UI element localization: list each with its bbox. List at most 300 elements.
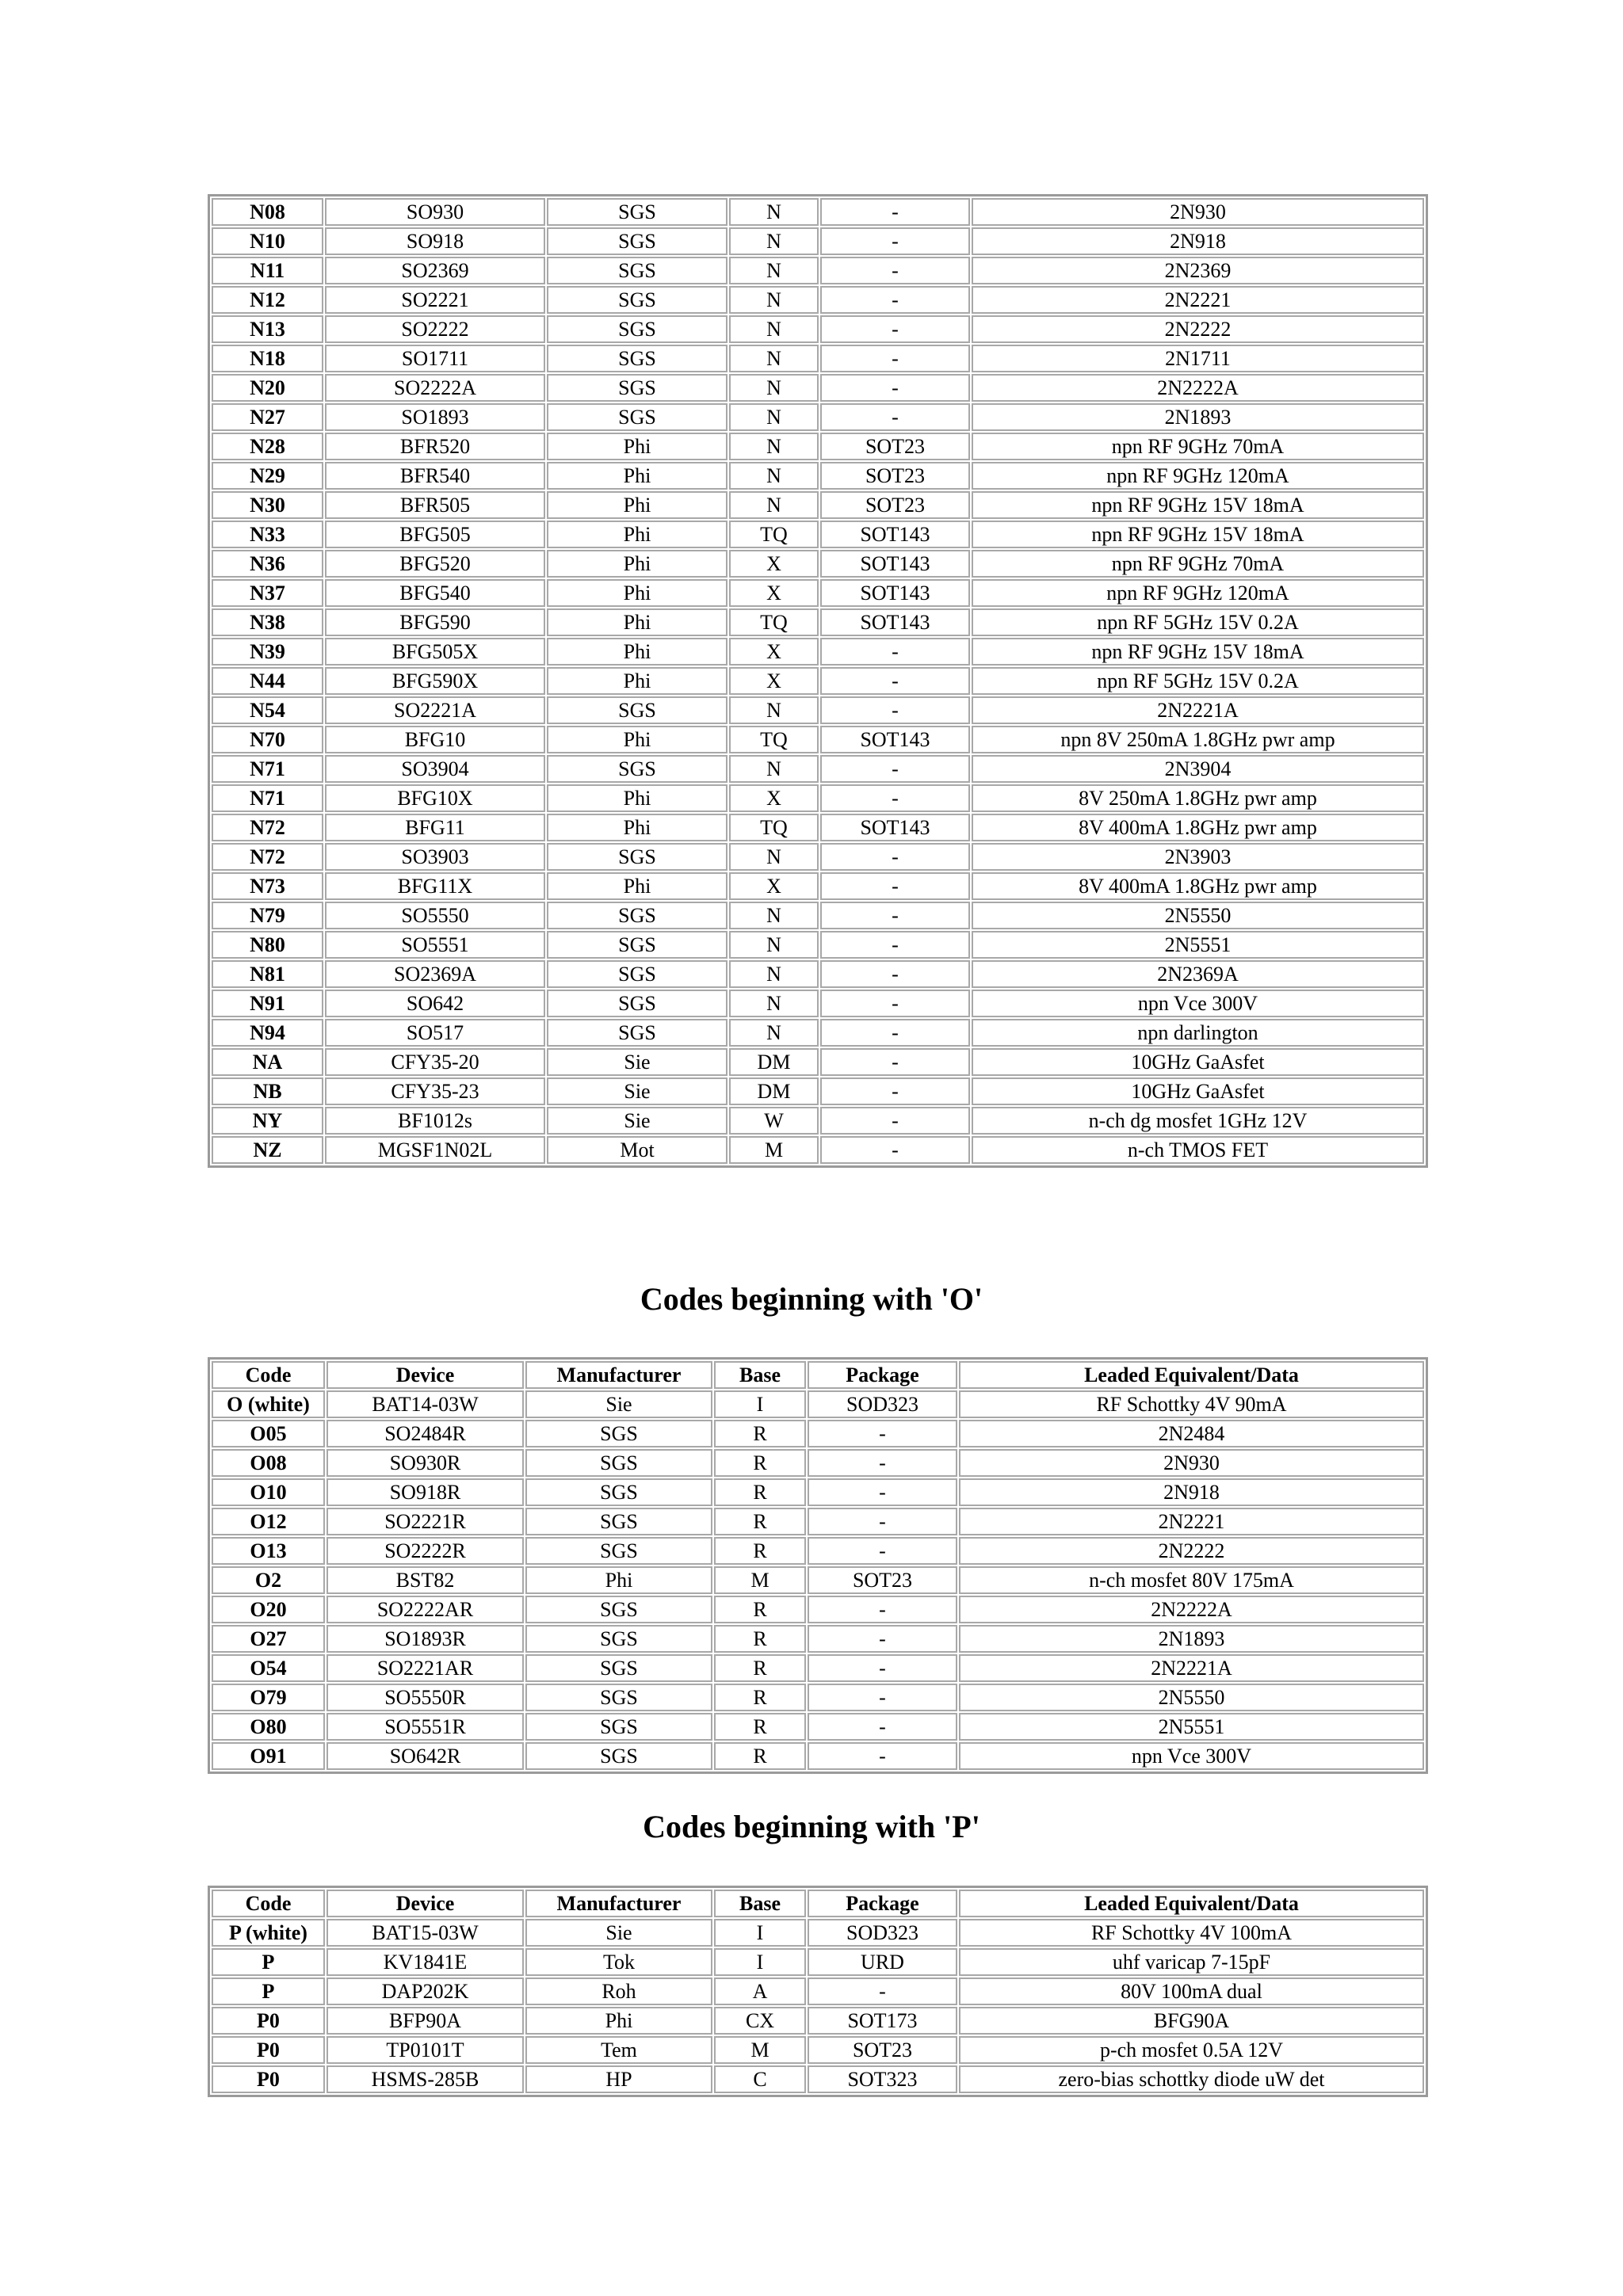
cell-package: - <box>820 1077 970 1105</box>
cell-code: N36 <box>212 550 323 578</box>
cell-device: SO2369A <box>325 960 545 988</box>
cell-leaded-equivalent: 2N2222 <box>972 315 1424 343</box>
cell-leaded-equivalent: npn RF 5GHz 15V 0.2A <box>972 608 1424 636</box>
table-row <box>212 550 1424 578</box>
cell-base: X <box>729 667 819 695</box>
cell-manufacturer: SGS <box>525 1742 712 1770</box>
cell-manufacturer: SGS <box>547 345 727 372</box>
column-header-code: Code <box>212 1890 325 1917</box>
column-header-base: Base <box>714 1890 806 1917</box>
cell-package: - <box>808 1596 957 1623</box>
cell-package: - <box>820 403 970 431</box>
cell-code: O79 <box>212 1684 325 1711</box>
cell-device: SO2222 <box>325 315 545 343</box>
cell-code: P0 <box>212 2036 325 2064</box>
cell-device: SO918 <box>325 227 545 255</box>
cell-device: BFP90A <box>327 2007 524 2035</box>
cell-device: BFG590 <box>325 608 545 636</box>
cell-base: N <box>729 198 819 226</box>
cell-manufacturer: Mot <box>547 1136 727 1164</box>
table-row <box>212 990 1424 1017</box>
cell-manufacturer: Phi <box>525 2007 712 2035</box>
cell-base: I <box>714 1919 806 1947</box>
cell-code: N12 <box>212 286 323 314</box>
cell-package: - <box>820 315 970 343</box>
cell-leaded-equivalent: zero-bias schottky diode uW det <box>959 2065 1424 2093</box>
cell-leaded-equivalent: npn RF 9GHz 70mA <box>972 550 1424 578</box>
table-row <box>212 638 1424 666</box>
cell-manufacturer: Tem <box>525 2036 712 2064</box>
cell-code: O27 <box>212 1625 325 1653</box>
table-row <box>212 1107 1424 1135</box>
cell-device: SO3904 <box>325 755 545 783</box>
cell-base: M <box>714 1566 806 1594</box>
cell-leaded-equivalent: RF Schottky 4V 90mA <box>959 1390 1424 1418</box>
cell-base: N <box>729 696 819 724</box>
cell-device: SO2484R <box>327 1420 524 1447</box>
table-row <box>212 2007 1424 2035</box>
cell-package: - <box>820 990 970 1017</box>
cell-base: DM <box>729 1048 819 1076</box>
cell-device: SO2222A <box>325 374 545 402</box>
cell-leaded-equivalent: 2N918 <box>959 1478 1424 1506</box>
cell-base: R <box>714 1449 806 1477</box>
table-row <box>212 521 1424 548</box>
cell-code: N72 <box>212 814 323 841</box>
cell-code: N80 <box>212 931 323 959</box>
cell-manufacturer: SGS <box>547 227 727 255</box>
cell-code: N91 <box>212 990 323 1017</box>
cell-leaded-equivalent: npn darlington <box>972 1019 1424 1047</box>
cell-base: N <box>729 990 819 1017</box>
cell-package: - <box>820 257 970 284</box>
cell-package: - <box>820 374 970 402</box>
cell-manufacturer: Sie <box>547 1077 727 1105</box>
cell-device: SO3903 <box>325 843 545 871</box>
cell-package: - <box>808 1537 957 1565</box>
cell-device: BFG520 <box>325 550 545 578</box>
cell-leaded-equivalent: 2N1893 <box>959 1625 1424 1653</box>
cell-code: NA <box>212 1048 323 1076</box>
cell-leaded-equivalent: npn Vce 300V <box>959 1742 1424 1770</box>
cell-package: - <box>820 227 970 255</box>
cell-manufacturer: Phi <box>547 462 727 490</box>
cell-manufacturer: SGS <box>525 1625 712 1653</box>
cell-manufacturer: SGS <box>547 843 727 871</box>
cell-code: N81 <box>212 960 323 988</box>
cell-base: X <box>729 784 819 812</box>
cell-package: SOT23 <box>820 433 970 460</box>
cell-code: O20 <box>212 1596 325 1623</box>
cell-device: SO5551R <box>327 1713 524 1741</box>
cell-package: - <box>820 345 970 372</box>
cell-manufacturer: SGS <box>525 1654 712 1682</box>
cell-device: BFG10X <box>325 784 545 812</box>
cell-code: P (white) <box>212 1919 325 1947</box>
cell-base: R <box>714 1478 806 1506</box>
table-row <box>212 726 1424 753</box>
cell-manufacturer: Phi <box>525 1566 712 1594</box>
cell-base: TQ <box>729 726 819 753</box>
cell-device: SO642 <box>325 990 545 1017</box>
cell-manufacturer: SGS <box>547 286 727 314</box>
cell-base: N <box>729 960 819 988</box>
table-row <box>212 1742 1424 1770</box>
table-row <box>212 931 1424 959</box>
cell-leaded-equivalent: npn RF 9GHz 120mA <box>972 579 1424 607</box>
cell-device: SO5550 <box>325 902 545 929</box>
cell-device: BFR520 <box>325 433 545 460</box>
cell-base: M <box>729 1136 819 1164</box>
cell-leaded-equivalent: 2N2222 <box>959 1537 1424 1565</box>
cell-code: N10 <box>212 227 323 255</box>
cell-package: - <box>820 960 970 988</box>
cell-code: N39 <box>212 638 323 666</box>
cell-base: N <box>729 374 819 402</box>
cell-device: SO2222AR <box>327 1596 524 1623</box>
cell-package: - <box>820 843 970 871</box>
cell-code: P <box>212 1948 325 1976</box>
column-header-code: Code <box>212 1361 325 1389</box>
table-row <box>212 1048 1424 1076</box>
cell-device: BF1012s <box>325 1107 545 1135</box>
cell-leaded-equivalent: npn RF 9GHz 15V 18mA <box>972 521 1424 548</box>
cell-code: N27 <box>212 403 323 431</box>
cell-leaded-equivalent: npn RF 9GHz 70mA <box>972 433 1424 460</box>
table-row <box>212 198 1424 226</box>
cell-code: O13 <box>212 1537 325 1565</box>
cell-manufacturer: Phi <box>547 608 727 636</box>
cell-device: BFG540 <box>325 579 545 607</box>
table-row <box>212 1978 1424 2005</box>
cell-leaded-equivalent: n-ch mosfet 80V 175mA <box>959 1566 1424 1594</box>
cell-base: R <box>714 1713 806 1741</box>
table-row <box>212 345 1424 372</box>
cell-package: SOT23 <box>808 1566 957 1594</box>
cell-package: - <box>820 872 970 900</box>
cell-code: N29 <box>212 462 323 490</box>
cell-leaded-equivalent: 2N3903 <box>972 843 1424 871</box>
table-body <box>212 198 1424 1164</box>
cell-manufacturer: SGS <box>547 931 727 959</box>
cell-base: I <box>714 1390 806 1418</box>
cell-leaded-equivalent: 8V 400mA 1.8GHz pwr amp <box>972 814 1424 841</box>
cell-manufacturer: SGS <box>547 696 727 724</box>
table-row <box>212 315 1424 343</box>
cell-package: SOT23 <box>820 491 970 519</box>
column-header-device: Device <box>327 1890 524 1917</box>
cell-device: BFG505X <box>325 638 545 666</box>
header-row <box>212 1890 1424 1917</box>
cell-package: - <box>820 667 970 695</box>
cell-leaded-equivalent: 2N2369A <box>972 960 1424 988</box>
cell-base: R <box>714 1508 806 1535</box>
cell-code: N72 <box>212 843 323 871</box>
cell-base: DM <box>729 1077 819 1105</box>
cell-base: X <box>729 872 819 900</box>
table-row <box>212 1478 1424 1506</box>
cell-base: N <box>729 433 819 460</box>
cell-manufacturer: Phi <box>547 814 727 841</box>
cell-base: N <box>729 257 819 284</box>
table-row <box>212 1654 1424 1682</box>
cell-code: N37 <box>212 579 323 607</box>
header-row <box>212 1361 1424 1389</box>
cell-leaded-equivalent: 2N5551 <box>959 1713 1424 1741</box>
cell-base: N <box>729 902 819 929</box>
cell-base: X <box>729 579 819 607</box>
cell-package: SOT323 <box>808 2065 957 2093</box>
cell-leaded-equivalent: 2N2369 <box>972 257 1424 284</box>
cell-package: SOT23 <box>820 462 970 490</box>
cell-code: N20 <box>212 374 323 402</box>
cell-package: - <box>808 1713 957 1741</box>
cell-device: BAT14-03W <box>327 1390 524 1418</box>
cell-package: - <box>808 1508 957 1535</box>
column-header-device: Device <box>327 1361 524 1389</box>
table-row <box>212 872 1424 900</box>
cell-code: O54 <box>212 1654 325 1682</box>
cell-manufacturer: Tok <box>525 1948 712 1976</box>
cell-code: N44 <box>212 667 323 695</box>
table-row <box>212 1537 1424 1565</box>
cell-device: SO2221 <box>325 286 545 314</box>
cell-package: - <box>808 1420 957 1447</box>
cell-device: BAT15-03W <box>327 1919 524 1947</box>
cell-package: - <box>820 1019 970 1047</box>
cell-base: X <box>729 638 819 666</box>
cell-manufacturer: SGS <box>525 1713 712 1741</box>
cell-base: N <box>729 227 819 255</box>
cell-base: X <box>729 550 819 578</box>
cell-base: N <box>729 315 819 343</box>
table-row <box>212 462 1424 490</box>
cell-base: N <box>729 843 819 871</box>
cell-code: NB <box>212 1077 323 1105</box>
cell-base: TQ <box>729 521 819 548</box>
table-row <box>212 1449 1424 1477</box>
cell-leaded-equivalent: 2N5550 <box>972 902 1424 929</box>
cell-base: N <box>729 755 819 783</box>
cell-base: I <box>714 1948 806 1976</box>
cell-package: SOT143 <box>820 726 970 753</box>
cell-base: N <box>729 491 819 519</box>
table-row <box>212 814 1424 841</box>
cell-package: - <box>820 931 970 959</box>
cell-leaded-equivalent: 8V 250mA 1.8GHz pwr amp <box>972 784 1424 812</box>
cell-leaded-equivalent: uhf varicap 7-15pF <box>959 1948 1424 1976</box>
cell-leaded-equivalent: 2N2222A <box>959 1596 1424 1623</box>
cell-code: N71 <box>212 755 323 783</box>
cell-base: N <box>729 286 819 314</box>
cell-base: TQ <box>729 608 819 636</box>
cell-package: - <box>820 638 970 666</box>
cell-code: N13 <box>212 315 323 343</box>
table-row <box>212 491 1424 519</box>
table-row <box>212 2036 1424 2064</box>
cell-base: R <box>714 1420 806 1447</box>
section-title-p: Codes beginning with 'P' <box>643 1809 980 1844</box>
cell-device: BFR540 <box>325 462 545 490</box>
table-row <box>212 960 1424 988</box>
cell-leaded-equivalent: 2N2221 <box>959 1508 1424 1535</box>
cell-package: SOT143 <box>820 814 970 841</box>
cell-device: BFR505 <box>325 491 545 519</box>
table-row <box>212 1948 1424 1976</box>
table-row <box>212 1713 1424 1741</box>
cell-manufacturer: Phi <box>547 550 727 578</box>
cell-package: SOT23 <box>808 2036 957 2064</box>
cell-leaded-equivalent: 2N1893 <box>972 403 1424 431</box>
cell-device: BFG590X <box>325 667 545 695</box>
cell-device: KV1841E <box>327 1948 524 1976</box>
cell-manufacturer: Phi <box>547 579 727 607</box>
cell-manufacturer: SGS <box>525 1449 712 1477</box>
cell-code: N11 <box>212 257 323 284</box>
table-row <box>212 1596 1424 1623</box>
table-row <box>212 403 1424 431</box>
cell-manufacturer: SGS <box>525 1420 712 1447</box>
table-row <box>212 2065 1424 2093</box>
cell-leaded-equivalent: n-ch dg mosfet 1GHz 12V <box>972 1107 1424 1135</box>
cell-package: SOT173 <box>808 2007 957 2035</box>
cell-leaded-equivalent: 10GHz GaAsfet <box>972 1077 1424 1105</box>
cell-device: SO2221A <box>325 696 545 724</box>
cell-base: C <box>714 2065 806 2093</box>
table-row <box>212 433 1424 460</box>
cell-manufacturer: Sie <box>525 1390 712 1418</box>
cell-code: N33 <box>212 521 323 548</box>
cell-device: MGSF1N02L <box>325 1136 545 1164</box>
cell-code: N70 <box>212 726 323 753</box>
table-row <box>212 579 1424 607</box>
cell-device: SO2369 <box>325 257 545 284</box>
cell-device: SO5550R <box>327 1684 524 1711</box>
cell-code: P <box>212 1978 325 2005</box>
cell-manufacturer: SGS <box>547 990 727 1017</box>
cell-base: R <box>714 1537 806 1565</box>
table-row <box>212 784 1424 812</box>
cell-manufacturer: SGS <box>525 1684 712 1711</box>
cell-base: R <box>714 1625 806 1653</box>
codes-table-o <box>208 1357 1428 1774</box>
table-row <box>212 902 1424 929</box>
cell-manufacturer: Phi <box>547 491 727 519</box>
cell-leaded-equivalent: 2N2221 <box>972 286 1424 314</box>
cell-package: - <box>820 784 970 812</box>
cell-device: SO2222R <box>327 1537 524 1565</box>
cell-code: P0 <box>212 2007 325 2035</box>
cell-code: N54 <box>212 696 323 724</box>
cell-package: - <box>820 286 970 314</box>
cell-code: O08 <box>212 1449 325 1477</box>
table-row <box>212 1625 1424 1653</box>
cell-device: SO1893R <box>327 1625 524 1653</box>
cell-leaded-equivalent: 2N930 <box>959 1449 1424 1477</box>
cell-package: SOT143 <box>820 579 970 607</box>
cell-package: SOD323 <box>808 1919 957 1947</box>
cell-package: - <box>820 1107 970 1135</box>
cell-base: N <box>729 403 819 431</box>
cell-code: O05 <box>212 1420 325 1447</box>
cell-leaded-equivalent: 80V 100mA dual <box>959 1978 1424 2005</box>
cell-device: SO1893 <box>325 403 545 431</box>
cell-device: CFY35-20 <box>325 1048 545 1076</box>
cell-code: O12 <box>212 1508 325 1535</box>
cell-leaded-equivalent: BFG90A <box>959 2007 1424 2035</box>
cell-leaded-equivalent: npn Vce 300V <box>972 990 1424 1017</box>
table-row <box>212 257 1424 284</box>
cell-leaded-equivalent: npn RF 9GHz 15V 18mA <box>972 638 1424 666</box>
cell-manufacturer: SGS <box>525 1478 712 1506</box>
cell-code: N08 <box>212 198 323 226</box>
cell-package: - <box>808 1478 957 1506</box>
cell-base: N <box>729 462 819 490</box>
table-row <box>212 1566 1424 1594</box>
cell-code: NY <box>212 1107 323 1135</box>
cell-code: O80 <box>212 1713 325 1741</box>
cell-manufacturer: HP <box>525 2065 712 2093</box>
cell-code: O2 <box>212 1566 325 1594</box>
cell-leaded-equivalent: npn 8V 250mA 1.8GHz pwr amp <box>972 726 1424 753</box>
cell-leaded-equivalent: 2N918 <box>972 227 1424 255</box>
cell-manufacturer: SGS <box>547 257 727 284</box>
cell-device: SO930 <box>325 198 545 226</box>
cell-code: O10 <box>212 1478 325 1506</box>
cell-base: N <box>729 931 819 959</box>
cell-base: N <box>729 1019 819 1047</box>
cell-leaded-equivalent: 2N3904 <box>972 755 1424 783</box>
column-header-package: Package <box>808 1890 957 1917</box>
cell-base: R <box>714 1742 806 1770</box>
cell-leaded-equivalent: npn RF 9GHz 15V 18mA <box>972 491 1424 519</box>
cell-leaded-equivalent: n-ch TMOS FET <box>972 1136 1424 1164</box>
table-row <box>212 286 1424 314</box>
table-row <box>212 667 1424 695</box>
cell-manufacturer: Roh <box>525 1978 712 2005</box>
cell-leaded-equivalent: npn RF 9GHz 120mA <box>972 462 1424 490</box>
cell-manufacturer: SGS <box>547 960 727 988</box>
table-row <box>212 374 1424 402</box>
table-row <box>212 1019 1424 1047</box>
codes-table-n <box>208 194 1428 1168</box>
column-header-leaded-equivalent: Leaded Equivalent/Data <box>959 1361 1424 1389</box>
cell-manufacturer: Phi <box>547 521 727 548</box>
cell-manufacturer: SGS <box>547 403 727 431</box>
cell-code: N71 <box>212 784 323 812</box>
cell-device: BFG505 <box>325 521 545 548</box>
table-row <box>212 755 1424 783</box>
cell-code: N79 <box>212 902 323 929</box>
cell-package: - <box>808 1654 957 1682</box>
table-body <box>212 1919 1424 2093</box>
cell-base: R <box>714 1596 806 1623</box>
cell-device: SO2221R <box>327 1508 524 1535</box>
cell-device: BFG10 <box>325 726 545 753</box>
cell-package: - <box>820 1048 970 1076</box>
table-row <box>212 696 1424 724</box>
cell-device: TP0101T <box>327 2036 524 2064</box>
cell-device: SO5551 <box>325 931 545 959</box>
table-row <box>212 608 1424 636</box>
table-row <box>212 1077 1424 1105</box>
cell-base: R <box>714 1684 806 1711</box>
cell-package: - <box>808 1449 957 1477</box>
cell-leaded-equivalent: 2N2222A <box>972 374 1424 402</box>
cell-leaded-equivalent: 2N2221A <box>972 696 1424 724</box>
cell-leaded-equivalent: 10GHz GaAsfet <box>972 1048 1424 1076</box>
cell-code: N28 <box>212 433 323 460</box>
